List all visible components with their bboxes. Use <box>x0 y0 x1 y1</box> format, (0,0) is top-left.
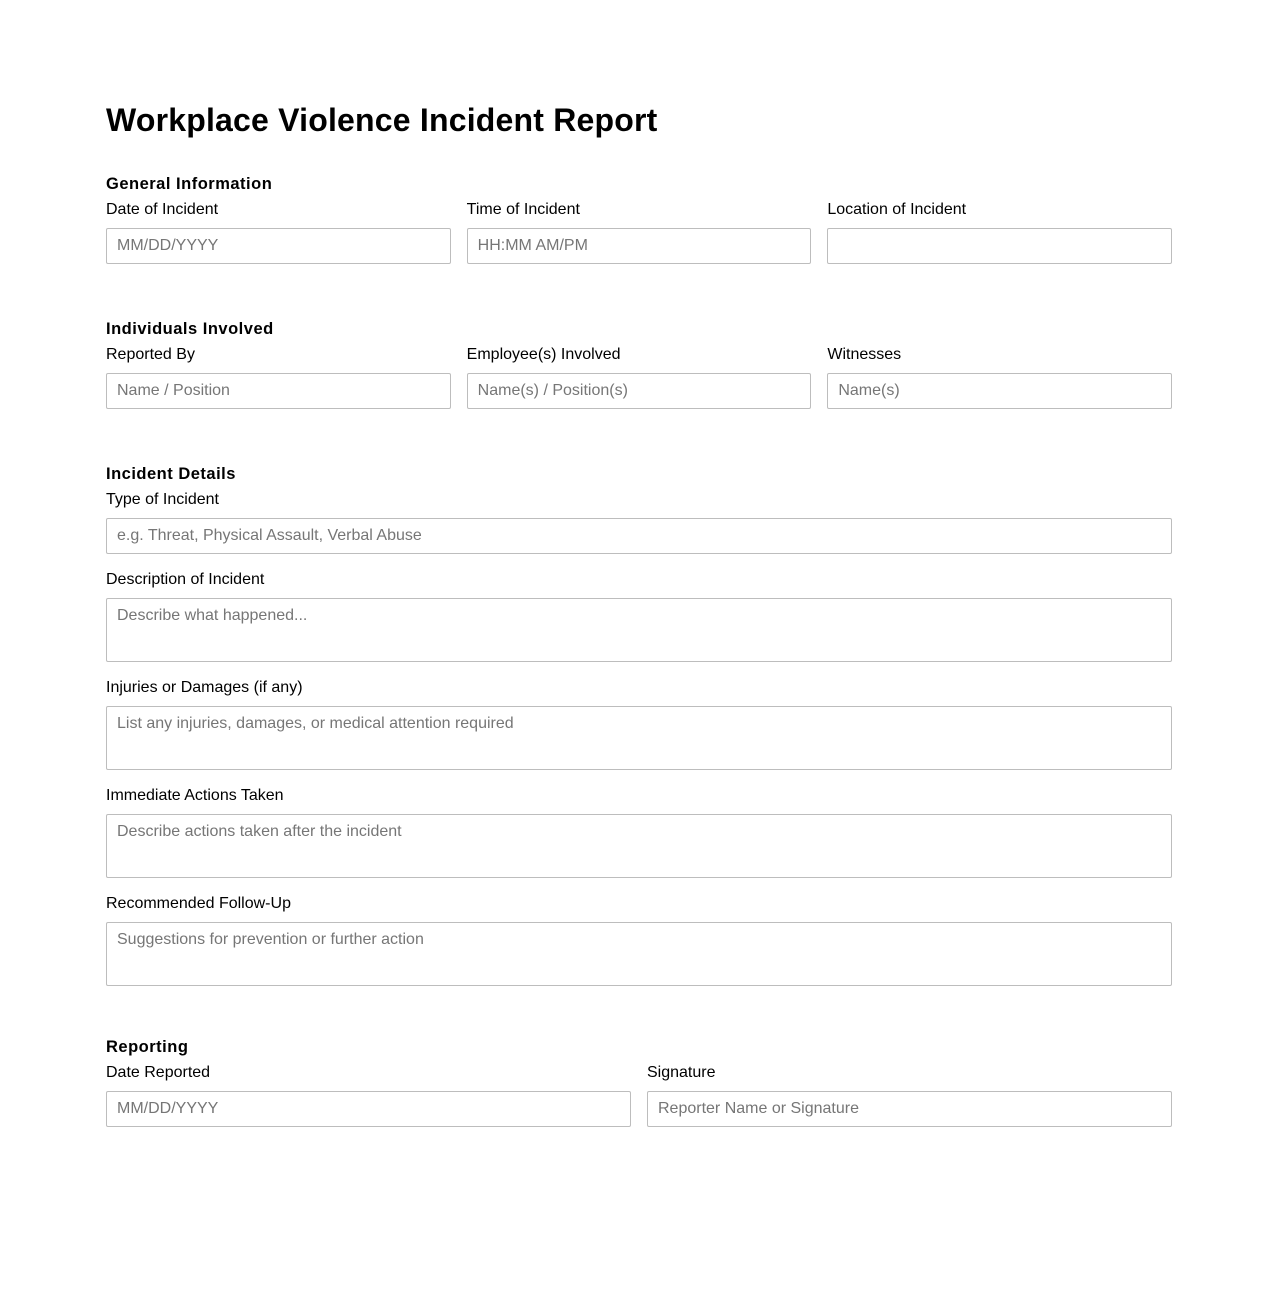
immediate-actions-textarea[interactable] <box>106 814 1172 878</box>
injuries-field <box>106 678 1172 770</box>
location-of-incident-field <box>827 200 1172 264</box>
location-of-incident-input[interactable] <box>827 228 1172 264</box>
employees-involved-field <box>467 345 812 409</box>
type-of-incident-input[interactable] <box>106 518 1172 554</box>
date-of-incident-input[interactable] <box>106 228 451 264</box>
date-of-incident-label: Date of Incident <box>106 201 219 218</box>
time-of-incident-label: Time of Incident <box>466 201 580 218</box>
section-heading-reporting: Reporting <box>106 1038 189 1056</box>
reported-by-field <box>106 345 451 409</box>
page-title: Workplace Violence Incident Report <box>106 102 658 138</box>
individuals-involved-row <box>106 345 1172 409</box>
follow-up-label: Recommended Follow-Up <box>106 895 291 912</box>
reported-by-label: Reported By <box>106 346 195 363</box>
location-of-incident-label: Location of Incident <box>827 201 967 218</box>
section-heading-individuals: Individuals Involved <box>106 320 274 338</box>
general-information-row <box>106 200 1172 264</box>
immediate-actions-label: Immediate Actions Taken <box>106 787 284 804</box>
time-of-incident-input[interactable] <box>467 228 812 264</box>
incident-details-section <box>106 464 1172 986</box>
immediate-actions-field <box>106 786 1172 878</box>
section-heading-details: Incident Details <box>106 465 236 483</box>
witnesses-field <box>827 345 1172 409</box>
description-field <box>106 570 1172 662</box>
general-information-section <box>106 174 1172 264</box>
description-label: Description of Incident <box>106 571 265 588</box>
employees-involved-label: Employee(s) Involved <box>466 346 621 363</box>
follow-up-field <box>106 894 1172 986</box>
follow-up-textarea[interactable] <box>106 922 1172 986</box>
description-textarea[interactable] <box>106 598 1172 662</box>
injuries-label: Injuries or Damages (if any) <box>106 679 303 696</box>
individuals-involved-section <box>106 319 1172 409</box>
injuries-textarea[interactable] <box>106 706 1172 770</box>
date-reported-label: Date Reported <box>106 1064 211 1081</box>
time-of-incident-field <box>467 200 812 264</box>
date-reported-input[interactable] <box>106 1091 631 1127</box>
reporting-section <box>106 1037 1172 1127</box>
signature-label: Signature <box>647 1064 716 1081</box>
witnesses-input[interactable] <box>827 373 1172 409</box>
date-reported-field <box>106 1063 631 1127</box>
type-of-incident-label: Type of Incident <box>106 491 219 508</box>
type-of-incident-field <box>106 490 1172 554</box>
reported-by-input[interactable] <box>106 373 451 409</box>
witnesses-label: Witnesses <box>827 346 902 363</box>
reporting-row <box>106 1063 1172 1127</box>
section-heading-general: General Information <box>106 175 273 193</box>
date-of-incident-field <box>106 200 451 264</box>
signature-field <box>647 1063 1172 1127</box>
employees-involved-input[interactable] <box>467 373 812 409</box>
signature-input[interactable] <box>647 1091 1172 1127</box>
